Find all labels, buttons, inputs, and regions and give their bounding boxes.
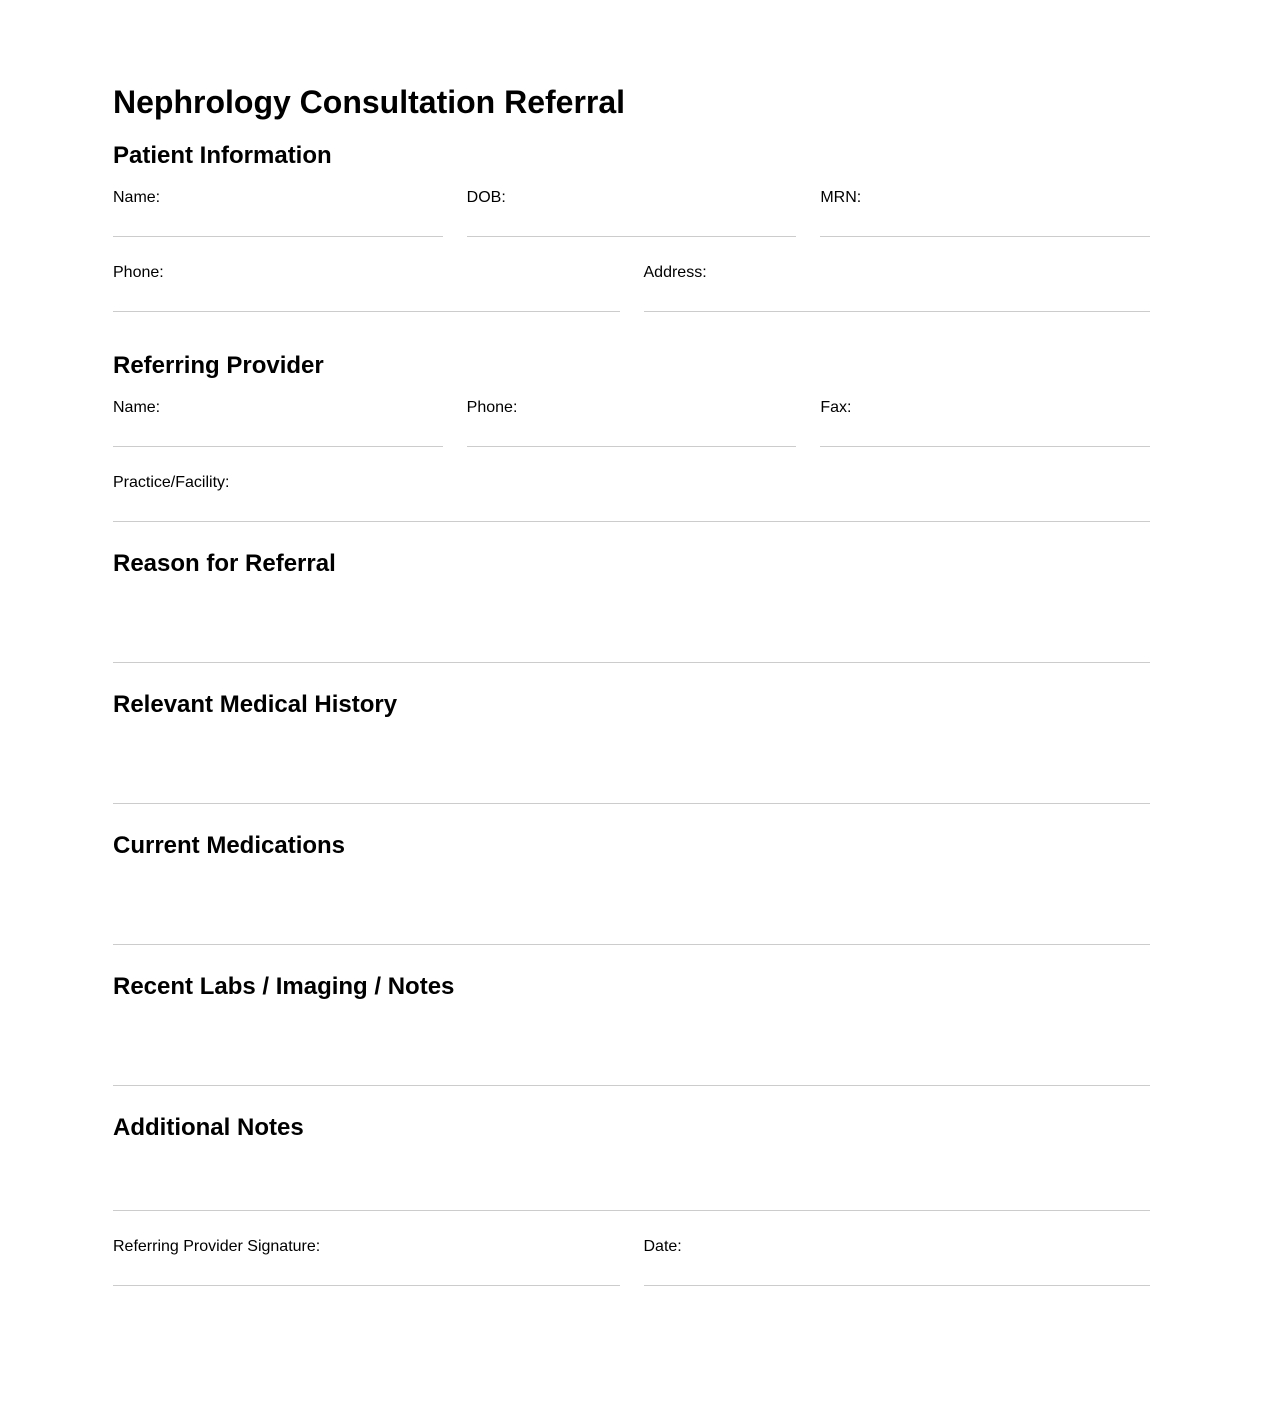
provider-fax-input[interactable] (820, 417, 1150, 447)
patient-mrn-label: MRN: (820, 189, 862, 206)
date-label: Date: (643, 1238, 682, 1255)
recent-labs-imaging-notes-section (113, 973, 1150, 1086)
section-heading-current-medications: Current Medications (113, 832, 346, 859)
relevant-medical-history-textarea[interactable] (113, 729, 1150, 804)
section-heading-recent-labs-imaging-notes: Recent Labs / Imaging / Notes (113, 973, 455, 1000)
patient-address-input[interactable] (644, 282, 1151, 312)
patient-phone-label: Phone: (113, 264, 164, 281)
section-heading-referring-provider: Referring Provider (113, 352, 324, 379)
provider-phone-field (467, 399, 797, 447)
current-medications-section (113, 832, 1150, 945)
provider-row-2 (113, 474, 1150, 522)
additional-notes-textarea[interactable] (113, 1152, 1150, 1211)
patient-mrn-field (820, 189, 1150, 237)
patient-dob-input[interactable] (467, 207, 797, 237)
reason-for-referral-textarea[interactable] (113, 588, 1150, 663)
provider-fax-label: Fax: (820, 399, 852, 416)
provider-name-label: Name: (113, 399, 161, 416)
section-heading-relevant-medical-history: Relevant Medical History (113, 691, 398, 718)
provider-phone-input[interactable] (467, 417, 797, 447)
patient-dob-label: DOB: (466, 189, 506, 206)
patient-row-2 (113, 264, 1150, 312)
provider-row-1 (113, 399, 1150, 447)
provider-practice-field (113, 474, 1150, 522)
patient-address-field (644, 264, 1151, 312)
provider-practice-label: Practice/Facility: (113, 474, 230, 491)
current-medications-textarea[interactable] (113, 870, 1150, 945)
page-title: Nephrology Consultation Referral (113, 84, 626, 120)
patient-phone-input[interactable] (113, 282, 620, 312)
patient-row-1 (113, 189, 1150, 237)
patient-address-label: Address: (643, 264, 707, 281)
section-heading-reason-for-referral: Reason for Referral (113, 550, 336, 577)
provider-fax-field (820, 399, 1150, 447)
recent-labs-imaging-notes-textarea[interactable] (113, 1011, 1150, 1086)
patient-mrn-input[interactable] (820, 207, 1150, 237)
patient-name-label: Name: (113, 189, 161, 206)
signature-input[interactable] (113, 1256, 620, 1286)
section-heading-additional-notes: Additional Notes (113, 1114, 304, 1141)
additional-notes-section (113, 1114, 1150, 1211)
signature-label: Referring Provider Signature: (113, 1238, 321, 1255)
date-field (644, 1238, 1151, 1286)
patient-name-field (113, 189, 443, 237)
patient-phone-field (113, 264, 620, 312)
signature-field (113, 1238, 620, 1286)
signature-row (113, 1238, 1150, 1286)
reason-for-referral-section (113, 550, 1150, 663)
provider-name-input[interactable] (113, 417, 443, 447)
patient-name-input[interactable] (113, 207, 443, 237)
provider-phone-label: Phone: (466, 399, 518, 416)
patient-dob-field (467, 189, 797, 237)
section-heading-patient-information: Patient Information (113, 142, 332, 169)
date-input[interactable] (644, 1256, 1151, 1286)
relevant-medical-history-section (113, 691, 1150, 804)
provider-name-field (113, 399, 443, 447)
provider-practice-input[interactable] (113, 492, 1150, 522)
